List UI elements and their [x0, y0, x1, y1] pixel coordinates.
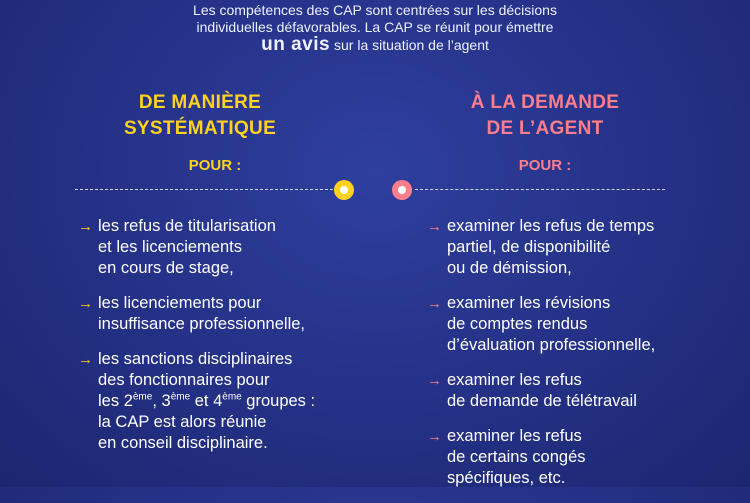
- groupe-prefix: les: [98, 392, 124, 410]
- groupe-sup: ème: [170, 391, 191, 403]
- intro-line-3: [0, 36, 750, 54]
- divider-right: [415, 189, 665, 190]
- list-item-line: en conseil disciplinaire.: [98, 434, 268, 452]
- list-item: [427, 426, 747, 489]
- bullet-dot-right: [392, 180, 412, 200]
- arrow-right-icon: →: [78, 295, 93, 312]
- groupe-sup: ème: [132, 391, 153, 403]
- list-item-line: des fonctionnaires pour: [98, 371, 270, 389]
- list-on-request: [427, 216, 747, 503]
- list-item-line: et les licenciements: [98, 238, 242, 256]
- list-item-line: les licenciements pour: [98, 294, 262, 312]
- list-item-line: examiner les refus de temps: [447, 217, 655, 235]
- groupe-sep: et: [190, 392, 214, 410]
- arrow-right-icon: →: [427, 428, 442, 445]
- list-item-line: examiner les refus: [447, 427, 582, 445]
- pour-label-left: POUR :: [188, 157, 242, 174]
- arrow-right-icon: →: [427, 295, 442, 312]
- list-systematic: [78, 216, 378, 468]
- list-item-line: spécifiques, etc.: [447, 469, 566, 487]
- heading-on-request-line-2: DE L’AGENT: [486, 118, 604, 139]
- list-item-line: les refus de titularisation: [98, 217, 276, 235]
- list-item: [427, 216, 747, 279]
- list-item-line: de demande de télétravail: [447, 392, 637, 410]
- bullet-dot-left: [334, 180, 354, 200]
- list-item: [78, 349, 378, 454]
- groupe-sup: ème: [222, 391, 242, 403]
- pour-label-right: POUR :: [518, 157, 572, 174]
- list-item-line: d’évaluation professionnelle,: [447, 336, 656, 354]
- intro-line-3-rest: sur la situation de l’agent: [330, 37, 489, 53]
- arrow-right-icon: →: [427, 372, 442, 389]
- intro-line-2: individuelles défavorables. La CAP se réunit pour émettre: [196, 19, 554, 35]
- list-item-line: examiner les révisions: [447, 294, 611, 312]
- heading-systematic-line-1: DE MANIÈRE: [138, 92, 262, 113]
- groupe-number: 3: [161, 392, 171, 410]
- list-item: [78, 216, 378, 279]
- divider-left: [75, 189, 333, 190]
- intro-text: [0, 2, 750, 54]
- heading-systematic: [90, 90, 310, 142]
- heading-on-request-line-1: À LA DEMANDE: [470, 92, 620, 113]
- list-item-line: ou de démission,: [447, 259, 572, 277]
- list-item-line: en cours de stage,: [98, 259, 234, 277]
- list-item: [427, 293, 747, 356]
- heading-on-request: [430, 90, 660, 142]
- intro-emphasis: un avis: [261, 34, 331, 55]
- groupe-sep: ,: [152, 392, 162, 410]
- list-item-line: examiner les refus: [447, 371, 582, 389]
- list-item-line: de comptes rendus: [447, 315, 588, 333]
- list-item: [427, 370, 747, 412]
- arrow-right-icon: →: [78, 351, 93, 368]
- list-item-line: de certains congés: [447, 448, 586, 466]
- groupe-suffix: groupes :: [241, 392, 316, 410]
- groupe-number: 2: [123, 392, 133, 410]
- list-item: [78, 293, 378, 335]
- arrow-right-icon: →: [78, 218, 93, 235]
- list-item-line: insuffisance professionnelle,: [98, 315, 305, 333]
- list-item-line: la CAP est alors réunie: [98, 413, 267, 431]
- list-item-line: les sanctions disciplinaires: [98, 350, 293, 368]
- heading-systematic-line-2: SYSTÉMATIQUE: [123, 118, 277, 139]
- arrow-right-icon: →: [427, 218, 442, 235]
- intro-line-1: Les compétences des CAP sont centrées sur les décisions: [193, 2, 557, 18]
- list-item-line: partiel, de disponibilité: [447, 238, 611, 256]
- list-item-line-groupes: [98, 391, 378, 412]
- groupe-number: 4: [213, 392, 223, 410]
